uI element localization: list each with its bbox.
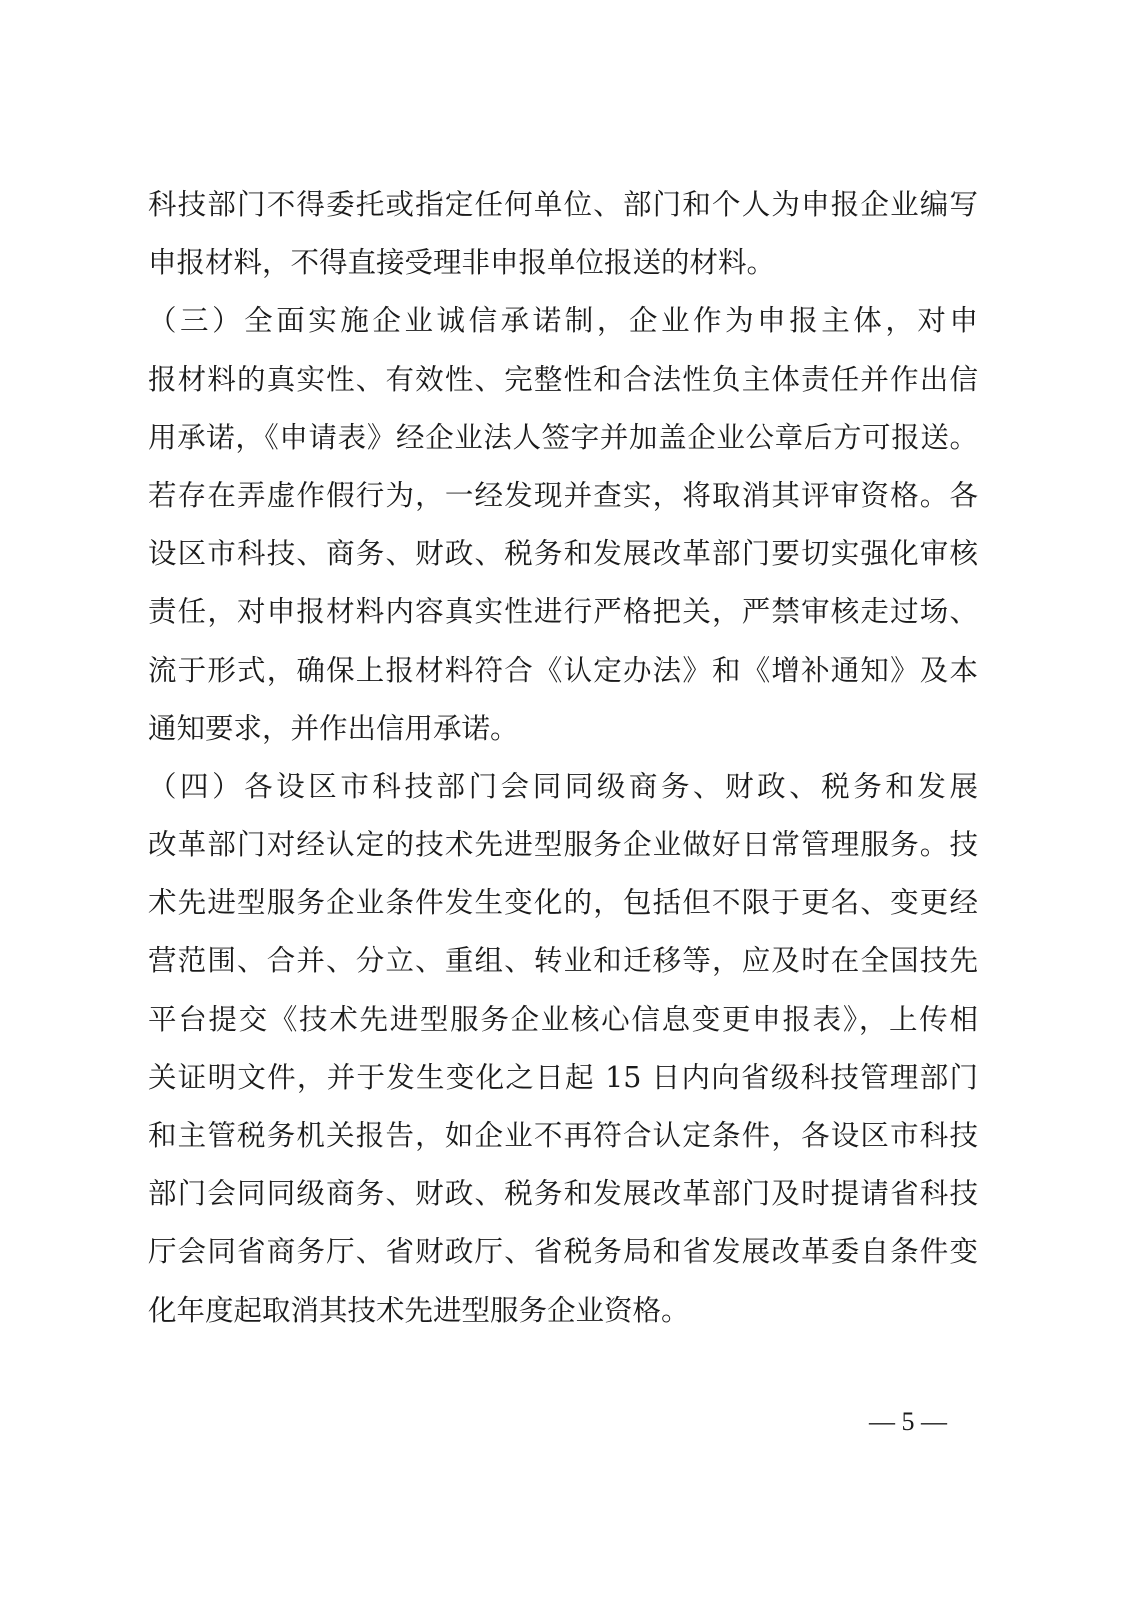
text-line: 通知要求，并作出信用承诺。 — [148, 711, 519, 745]
body-text — [148, 176, 978, 1340]
text-line: 报材料的真实性、有效性、完整性和合法性负主体责任并作出信 — [148, 362, 978, 396]
text-line: 责任，对申报材料内容真实性进行严格把关，严禁审核走过场、 — [148, 595, 978, 629]
text-line: 申报材料，不得直接受理非申报单位报送的材料。 — [148, 246, 776, 280]
text-line: 营范围、合并、分立、重组、转业和迁移等，应及时在全国技先 — [148, 944, 978, 978]
text-line: 平台提交《技术先进型服务企业核心信息变更申报表》，上传相 — [148, 1002, 978, 1036]
text-line: 改革部门对经认定的技术先进型服务企业做好日常管理服务。技 — [148, 828, 978, 862]
text-line: 厅会同省商务厅、省财政厅、省税务局和省发展改革委自条件变 — [148, 1235, 978, 1269]
text-line: （四）各设区市科技部门会同同级商务、财政、税务和发展 — [148, 769, 978, 803]
text-line: 用承诺，《申请表》经企业法人签字并加盖企业公章后方可报送。 — [148, 420, 978, 454]
text-line: 部门会同同级商务、财政、税务和发展改革部门及时提请省科技 — [148, 1177, 978, 1211]
text-line: 若存在弄虚作假行为，一经发现并查实，将取消其评审资格。各 — [148, 478, 978, 512]
text-line: （三）全面实施企业诚信承诺制，企业作为申报主体，对申 — [148, 304, 978, 338]
page-number: — 5 — — [869, 1407, 947, 1436]
text-line: 化年度起取消其技术先进型服务企业资格。 — [148, 1293, 690, 1327]
text-line: 术先进型服务企业条件发生变化的，包括但不限于更名、变更经 — [148, 886, 978, 920]
text-line: 设区市科技、商务、财政、税务和发展改革部门要切实强化审核 — [148, 537, 978, 571]
text-line: 和主管税务机关报告，如企业不再符合认定条件，各设区市科技 — [148, 1119, 978, 1152]
text-line: 科技部门不得委托或指定任何单位、部门和个人为申报企业编写 — [148, 188, 978, 221]
text-line: 关证明文件，并于发生变化之日起 15 日内向省级科技管理部门 — [148, 1060, 978, 1094]
text-line: 流于形式，确保上报材料符合《认定办法》和《增补通知》及本 — [148, 653, 978, 687]
